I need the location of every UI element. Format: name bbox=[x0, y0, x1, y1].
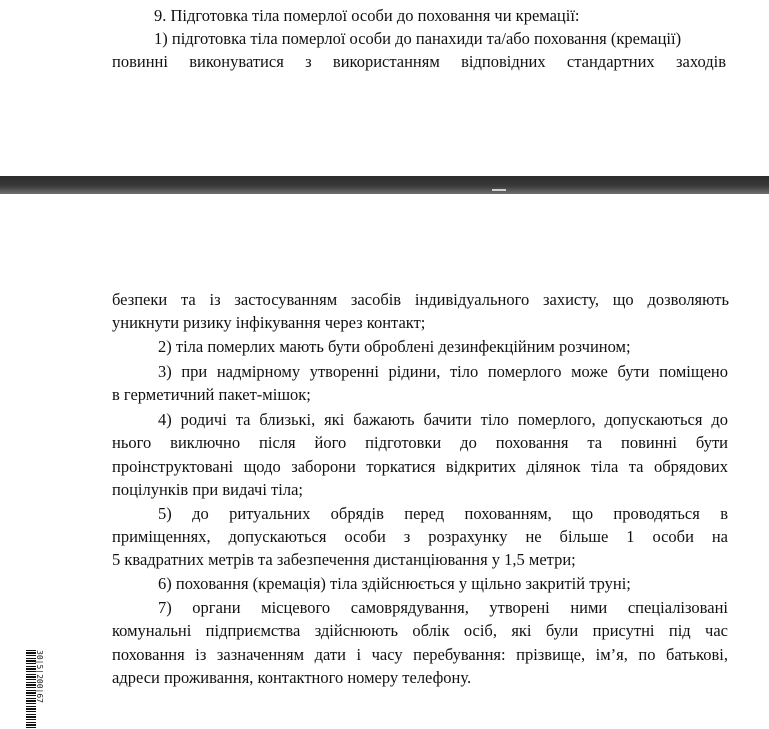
barcode bbox=[26, 650, 42, 728]
page-break-separator bbox=[0, 176, 769, 194]
list-item-6: 6) поховання (кремація) тіла здійснюється у щільно закритій труні; bbox=[158, 574, 631, 593]
paragraph-line: 5 квадратних метрів та забезпечення дистанціювання у 1,5 метри; bbox=[112, 550, 576, 569]
document-page-top bbox=[0, 0, 769, 176]
barcode-number: 30|5|200|67 bbox=[35, 650, 44, 703]
paragraph-line: безпеки та із застосуванням засобів індивідуального захисту, що дозволяють bbox=[112, 290, 729, 309]
paragraph-line: в герметичний пакет-мішок; bbox=[112, 385, 311, 404]
paragraph-line: поховання із зазначенням дати і часу перебування: прізвище, ім’я, по батькові, bbox=[112, 645, 728, 664]
paragraph-line: комунальні підприємства здійснюють облік осіб, які були присутні під час bbox=[112, 621, 728, 640]
list-item-5: 5) до ритуальних обрядів перед похованням, що проводяться в bbox=[158, 504, 728, 523]
paragraph-line: повинні виконуватися з використанням відповідних стандартних заходів bbox=[112, 52, 726, 71]
paragraph-line: нього виключно після його підготовки до поховання та повинні бути bbox=[112, 433, 728, 452]
section-heading: 9. Підготовка тіла померлої особи до поховання чи кремації: bbox=[154, 6, 580, 25]
list-item-2: 2) тіла померлих мають бути оброблені дезинфекційним розчином; bbox=[158, 337, 631, 356]
document-page-bottom bbox=[0, 194, 769, 729]
paragraph-line: поцілунків при видачі тіла; bbox=[112, 480, 303, 499]
page-break-marker bbox=[492, 189, 506, 191]
paragraph-line: уникнути ризику інфікування через контакт; bbox=[112, 313, 426, 332]
list-item-4: 4) родичі та близькі, які бажають бачити тіло померлого, допускаються до bbox=[158, 410, 728, 429]
list-item-7: 7) органи місцевого самоврядування, утворені ними спеціалізовані bbox=[158, 598, 728, 617]
paragraph-line: 1) підготовка тіла померлої особи до панахиди та/або поховання (кремації) bbox=[154, 29, 682, 48]
list-item-3: 3) при надмірному утворенні рідини, тіло померлого може бути поміщено bbox=[158, 362, 728, 381]
paragraph-line: приміщеннях, допускаються особи з розрахунку не більше 1 особи на bbox=[112, 527, 728, 546]
paragraph-line: проінструктовані щодо заборони торкатися відкритих ділянок тіла та обрядових bbox=[112, 457, 728, 476]
paragraph-line: адреси проживання, контактного номеру телефону. bbox=[112, 668, 472, 687]
